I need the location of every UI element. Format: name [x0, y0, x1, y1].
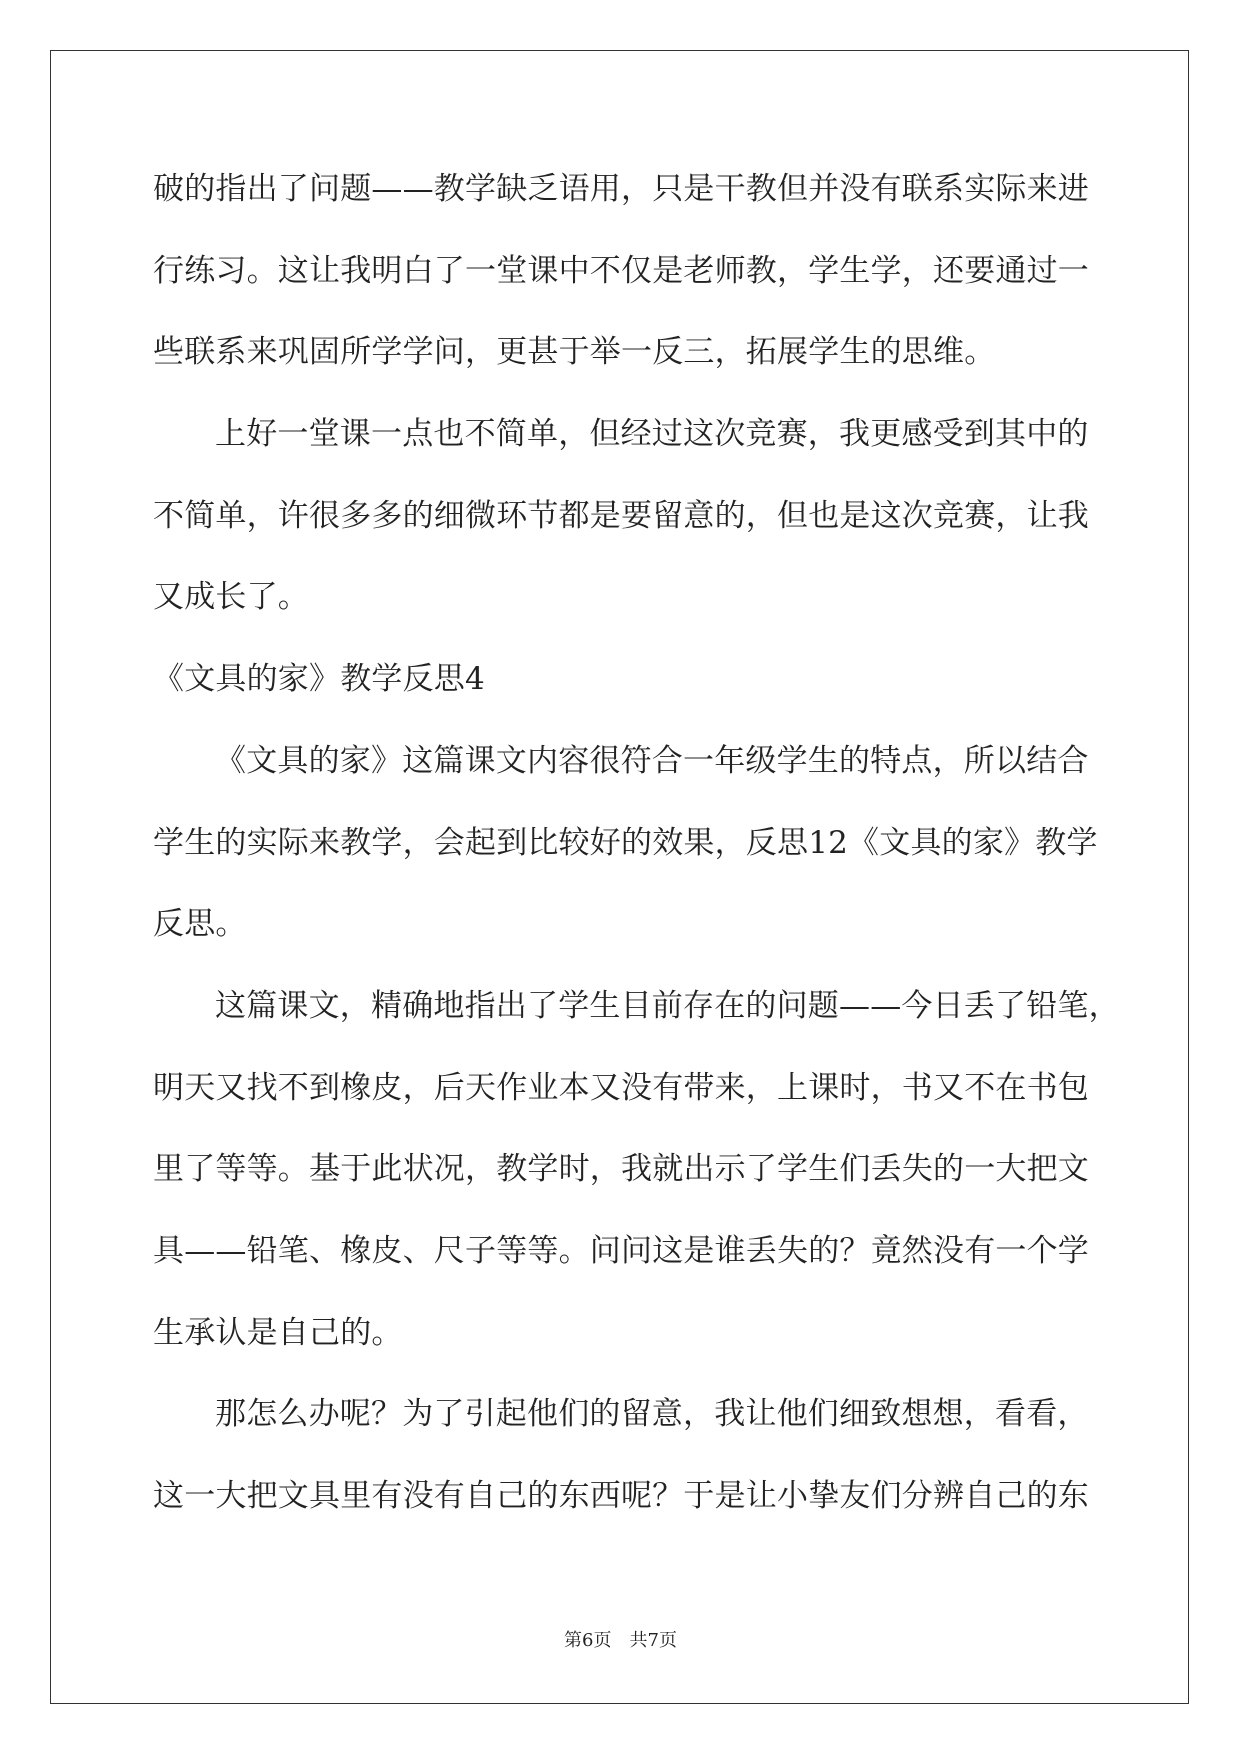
text-line: 明天又找不到橡皮，后天作业本又没有带来，上课时，书又不在书包 — [153, 1069, 1089, 1106]
section-heading: 《文具的家》教学反思4 — [153, 661, 485, 698]
text-line: 《文具的家》这篇课文内容很符合一年级学生的特点，所以结合 — [215, 742, 1089, 779]
paragraph — [153, 394, 1153, 639]
text-line: 不简单，许很多多的细微环节都是要留意的，但也是这次竞赛，让我 — [153, 497, 1089, 534]
text-line: 行练习。这让我明白了一堂课中不仅是老师教，学生学，还要通过一 — [153, 252, 1089, 289]
text-line: 那怎么办呢？为了引起他们的留意，我让他们细致想想，看看， — [215, 1396, 1089, 1433]
text-line: 又成长了。 — [153, 579, 309, 616]
text-line: 上好一堂课一点也不简单，但经过这次竞赛，我更感受到其中的 — [215, 416, 1089, 453]
text-line: 里了等等。基于此状况，教学时，我就出示了学生们丢失的一大把文 — [153, 1151, 1089, 1188]
text-line: 些联系来巩固所学学问，更甚于举一反三，拓展学生的思维。 — [153, 334, 996, 371]
text-line: 学生的实际来教学，会起到比较好的效果，反思12《文具的家》教学 — [153, 824, 1098, 861]
text-line: 破的指出了问题——教学缺乏语用，只是干教但并没有联系实际来进 — [153, 171, 1089, 207]
text-line: 具——铅笔、橡皮、尺子等等。问问这是谁丢失的？竟然没有一个学 — [153, 1232, 1089, 1269]
paragraph — [153, 1374, 1153, 1537]
continued-paragraph — [153, 149, 1153, 394]
text-line: 生承认是自己的。 — [153, 1314, 403, 1351]
page-number-footer: 第6页 共7页 — [564, 1630, 677, 1651]
text-line: 这篇课文，精确地指出了学生目前存在的问题——今日丢了铅笔， — [215, 987, 1120, 1024]
document-body — [153, 149, 1153, 1538]
text-line: 这一大把文具里有没有自己的东西呢？于是让小挚友们分辨自己的东 — [153, 1478, 1089, 1514]
paragraph — [153, 966, 1153, 1374]
paragraph — [153, 721, 1153, 966]
text-line: 反思。 — [153, 906, 247, 943]
